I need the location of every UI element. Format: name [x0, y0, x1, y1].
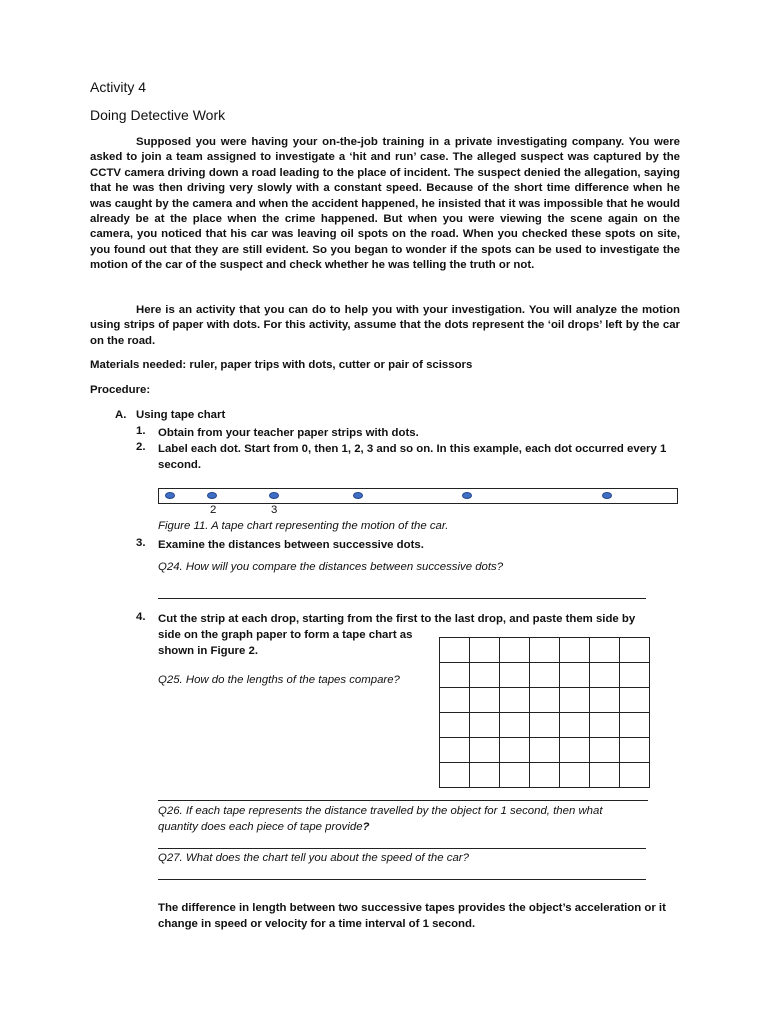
grid-cell: [620, 688, 650, 713]
grid-cell: [560, 663, 590, 688]
grid-cell: [500, 663, 530, 688]
step-1-text: Obtain from your teacher paper strips with dots.: [158, 427, 419, 439]
step-2-text: Label each dot. Start from 0, then 1, 2, 3 and so on. In this example, each dot occurred every 1 second.: [158, 443, 667, 471]
grid-cell: [620, 763, 650, 788]
grid-cell: [470, 638, 500, 663]
intro-paragraph: Supposed you were having your on-the-job training in a private investigating company. You were asked to join a team assigned to investigate a ‘hit and run’ case. The alleged suspect was captured by the CCTV camera driving down a road leading to the place of incident. The suspect denied the allegation, saying that he was then driving very slowly with a constant speed. Because of the short time difference when he was caught by the camera and when the accident happened, he insisted that it was impossible that he would already be at the place when the crime happened. But when you were viewing the scene again on the camera, you noticed that his car was leaving oil spots on the road. When you checked these spots on site, you found out that they are still evident. So you began to wonder if the spots can be used to investigate the motion of the car of the suspect and check whether he was telling the truth or not.: [90, 136, 680, 272]
question-26-line1: Q26. If each tape represents the distance travelled by the object for 1 second, then what: [158, 805, 603, 817]
grid-cell: [590, 713, 620, 738]
step-3-number: 3.: [136, 537, 146, 549]
step-4-line3: shown in Figure 2.: [158, 645, 258, 657]
tape-dot-1: [207, 492, 217, 499]
grid-row: [440, 638, 650, 663]
question-27: Q27. What does the chart tell you about the speed of the car?: [158, 852, 469, 864]
closing-paragraph: The difference in length between two successive tapes provides the object’s acceleration or it change in speed or velocity for a time interval of 1 second.: [158, 902, 666, 930]
grid-cell: [590, 663, 620, 688]
grid-cell: [530, 638, 560, 663]
grid-cell: [500, 738, 530, 763]
grid-cell: [470, 713, 500, 738]
grid-cell: [620, 638, 650, 663]
grid-cell: [590, 738, 620, 763]
procedure-label: Procedure:: [90, 384, 151, 396]
grid-cell: [560, 638, 590, 663]
grid-cell: [560, 713, 590, 738]
answer-line-q24[interactable]: [158, 598, 646, 599]
grid-cell: [560, 738, 590, 763]
step-2-number: 2.: [136, 441, 146, 453]
grid-row: [440, 663, 650, 688]
grid-cell: [470, 763, 500, 788]
step-4-line2: side on the graph paper to form a tape chart as: [158, 629, 413, 641]
tape-dot-5: [602, 492, 612, 499]
step-4-number: 4.: [136, 611, 146, 623]
answer-line-q26[interactable]: [158, 848, 646, 849]
step-4-line1: Cut the strip at each drop, starting from the first to the last drop, and paste them side by: [158, 613, 636, 625]
grid-cell: [590, 688, 620, 713]
grid-cell: [560, 763, 590, 788]
grid-cell: [440, 663, 470, 688]
tape-dot-2: [269, 492, 279, 499]
grid-cell: [530, 713, 560, 738]
activity-subtitle: Doing Detective Work: [90, 107, 226, 123]
grid-cell: [440, 763, 470, 788]
grid-row: [440, 713, 650, 738]
tape-dot-4: [462, 492, 472, 499]
question-25: Q25. How do the lengths of the tapes compare?: [158, 674, 400, 686]
grid-cell: [590, 638, 620, 663]
section-a-letter: A.: [115, 409, 127, 421]
grid-cell: [440, 638, 470, 663]
graph-paper-grid: [439, 637, 650, 788]
grid-cell: [440, 713, 470, 738]
grid-cell: [470, 663, 500, 688]
grid-cell: [440, 738, 470, 763]
grid-cell: [440, 688, 470, 713]
grid-cell: [500, 763, 530, 788]
materials-needed: Materials needed: ruler, paper trips with dots, cutter or pair of scissors: [90, 359, 473, 371]
question-26-mark: ?: [362, 821, 370, 833]
activity-title: Activity 4: [90, 79, 147, 95]
answer-line-q27[interactable]: [158, 879, 646, 880]
dot-label-3: 3: [271, 504, 278, 516]
dot-label-2: 2: [210, 504, 217, 516]
grid-cell: [590, 763, 620, 788]
figure-11-caption: Figure 11. A tape chart representing the motion of the car.: [158, 520, 449, 532]
tape-dot-3: [353, 492, 363, 499]
grid-cell: [530, 663, 560, 688]
question-26-line2-text: quantity does each piece of tape provide: [158, 821, 363, 833]
answer-line-q25[interactable]: [158, 800, 648, 801]
tape-strip: [158, 488, 678, 504]
grid-cell: [530, 738, 560, 763]
grid-row: [440, 763, 650, 788]
section-a-title: Using tape chart: [136, 409, 226, 421]
grid-cell: [500, 713, 530, 738]
grid-cell: [470, 688, 500, 713]
activity-paragraph: Here is an activity that you can do to help you with your investigation. You will analyze the motion using strips of paper with dots. For this activity, assume that the dots represent the ‘oil drops’ left by the car on the road.: [90, 304, 680, 347]
step-3-text: Examine the distances between successive dots.: [158, 539, 424, 551]
question-26-line2: [158, 821, 370, 833]
step-1-number: 1.: [136, 425, 146, 437]
grid-cell: [500, 638, 530, 663]
grid-row: [440, 688, 650, 713]
grid-cell: [620, 663, 650, 688]
grid-cell: [530, 763, 560, 788]
question-24: Q24. How will you compare the distances between successive dots?: [158, 561, 504, 573]
tape-dot-0: [165, 492, 175, 499]
grid-row: [440, 738, 650, 763]
grid-cell: [620, 713, 650, 738]
grid-cell: [500, 688, 530, 713]
grid-cell: [620, 738, 650, 763]
grid-cell: [560, 688, 590, 713]
grid-cell: [530, 688, 560, 713]
grid-cell: [470, 738, 500, 763]
